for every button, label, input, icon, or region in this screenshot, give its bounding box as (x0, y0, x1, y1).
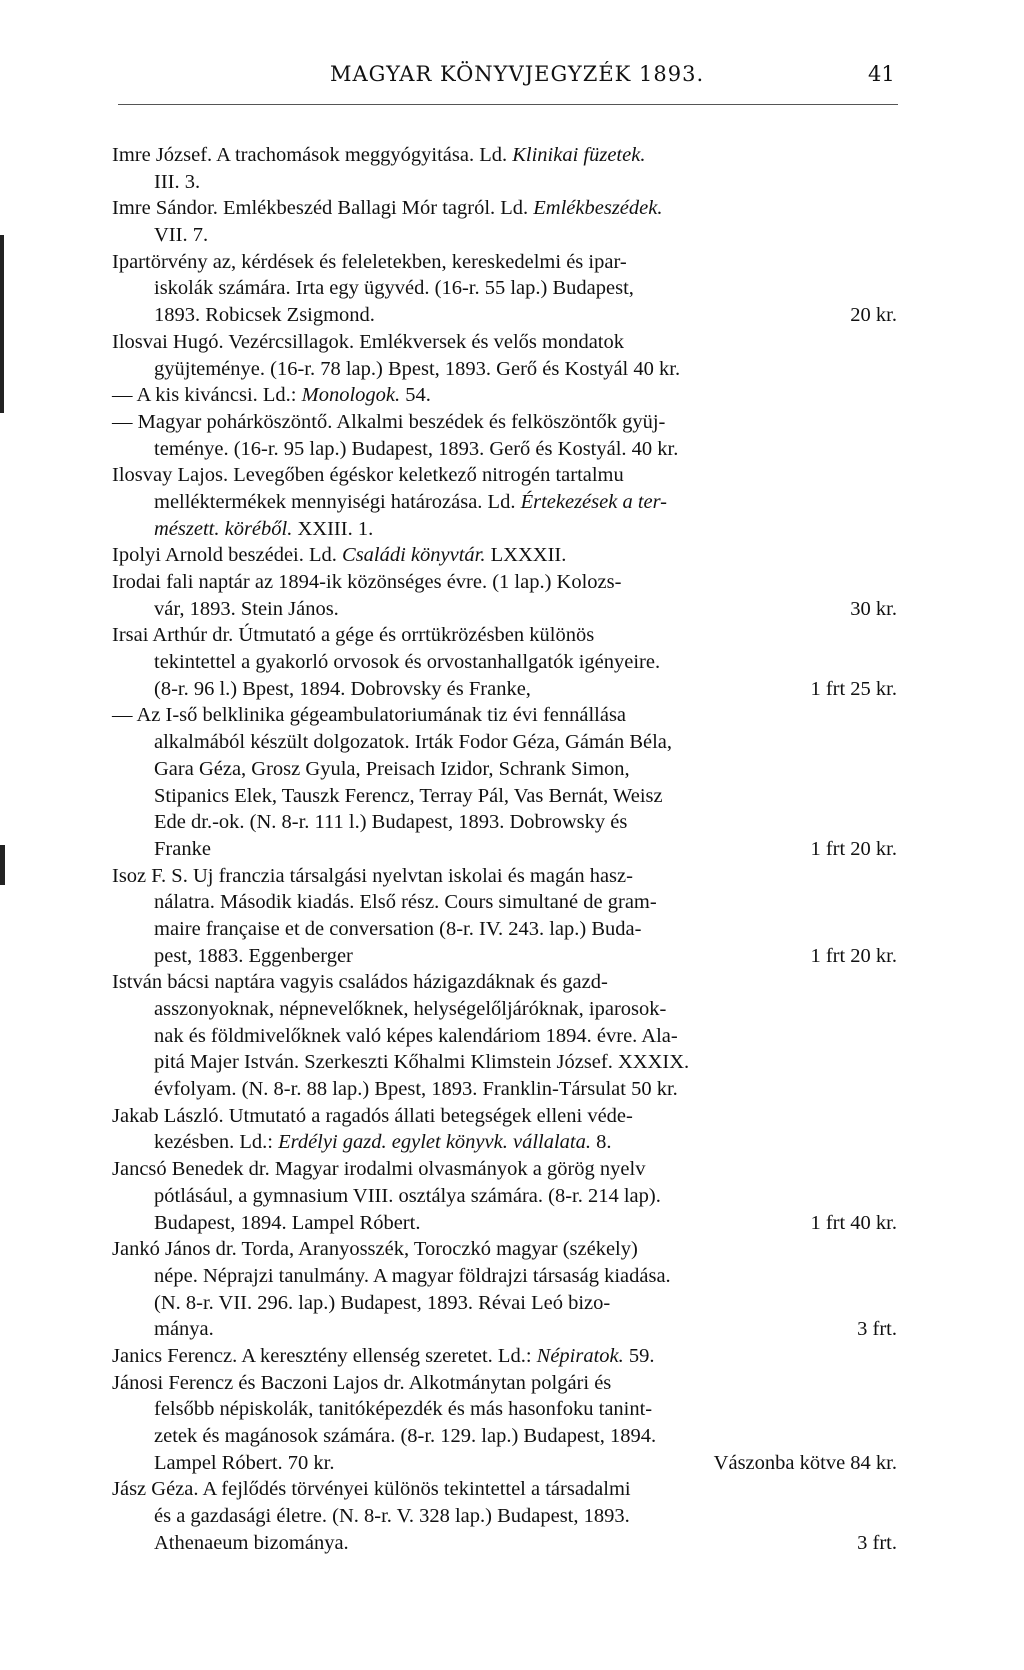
entry-text: — A kis kiváncsi. Ld.: (112, 384, 302, 407)
entry-text: Lampel Róbert. 70 kr. (154, 1451, 335, 1474)
entry-text: népe. Néprajzi tanulmány. A magyar földrajzi társaság kiadása. (154, 1264, 671, 1287)
italic-reference: Emlékbeszédek. (533, 197, 663, 220)
entry-price: 1 frt 40 kr. (810, 1211, 897, 1234)
entry-text: maire française et de conversation (8-r. IV. 243. lap.) Buda- (154, 917, 642, 940)
entry-price: 3 frt. (857, 1318, 897, 1341)
entry-text: Jancsó Benedek dr. Magyar irodalmi olvasmányok a görög nyelv (112, 1158, 646, 1181)
entry-text: és a gazdasági életre. (N. 8-r. V. 328 lap.) Budapest, 1893. (154, 1505, 630, 1528)
entry-text: Franke (154, 837, 211, 860)
entry-text: nálatra. Második kiadás. Első rész. Cours simultané de gram- (154, 891, 657, 914)
entry-text: kezésben. Ld.: (154, 1131, 279, 1154)
entry-continuation-line (112, 1129, 897, 1156)
scan-edge-mark (0, 235, 4, 413)
entry-text: Irsai Arthúr dr. Útmutató a gége és orrtükrözésben különös (112, 624, 595, 647)
italic-reference: Családi könyvtár. (342, 544, 486, 567)
entry-continuation-line (112, 916, 897, 943)
entry-continuation-line (112, 222, 897, 249)
entry-text: vár, 1893. Stein János. (154, 597, 339, 620)
entry-first-line (112, 1236, 897, 1263)
entry-first-line (112, 409, 897, 436)
entry-text: 59. (623, 1344, 655, 1367)
entry-first-line (112, 382, 897, 409)
entry-continuation-line (112, 489, 897, 516)
entry-continuation-line (112, 1023, 897, 1050)
entry-price: 20 kr. (850, 304, 897, 327)
entry-first-line (112, 195, 897, 222)
scan-edge-mark (0, 845, 5, 885)
entry-continuation-line (112, 1210, 897, 1237)
entry-text: nak és földmivelőknek való képes kalendáriom 1894. évre. Ala- (154, 1024, 678, 1047)
entry-first-line (112, 142, 897, 169)
entry-continuation-line (112, 1423, 897, 1450)
entry-price: 3 frt. (857, 1531, 897, 1554)
entry-continuation-line (112, 1530, 897, 1557)
running-title: MAGYAR KÖNYVJEGYZÉK 1893. (330, 62, 705, 86)
entry-text: (N. 8-r. VII. 296. lap.) Budapest, 1893. Révai Leó bizo- (154, 1291, 611, 1314)
entry-continuation-line (112, 996, 897, 1023)
entry-price: Vászonba kötve 84 kr. (713, 1451, 897, 1474)
entry-first-line (112, 1343, 897, 1370)
entry-first-line (112, 249, 897, 276)
entry-text: tekintettel a gyakorló orvosok és orvostanhallgatók igényeire. (154, 651, 661, 674)
entry-text: Athenaeum bizománya. (154, 1531, 349, 1554)
entry-text: zetek és magánosok számára. (8-r. 129. lap.) Budapest, 1894. (154, 1425, 657, 1447)
entry-first-line (112, 1156, 897, 1183)
entry-text: III. 3. (154, 170, 201, 193)
entry-text: felsőbb népiskolák, tanitóképezdék és más hasonfoku tanint- (154, 1398, 653, 1421)
entry-text: pest, 1883. Eggenberger (154, 944, 353, 967)
entry-continuation-line (112, 1316, 897, 1343)
entry-continuation-line (112, 302, 897, 329)
entry-continuation-line (112, 275, 897, 302)
entry-continuation-line (112, 1396, 897, 1423)
entry-price: 1 frt 25 kr. (810, 677, 897, 700)
entry-first-line (112, 702, 897, 729)
italic-reference: Erdélyi gazd. egylet könyvk. vállalata. (278, 1131, 591, 1154)
entry-continuation-line (112, 1263, 897, 1290)
entry-continuation-line (112, 516, 897, 543)
entry-price: 1 frt 20 kr. (810, 837, 897, 860)
entry-text: 54. (400, 384, 431, 407)
italic-reference: Monologok. (301, 384, 401, 407)
entry-text: Imre József. A trachomások meggyógyitása. Ld. (112, 144, 513, 166)
entry-continuation-line (112, 596, 897, 623)
entry-first-line (112, 969, 897, 996)
entry-continuation-line (112, 783, 897, 810)
entry-text: pitá Majer István. Szerkeszti Kőhalmi Klimstein József. XXXIX. (154, 1051, 690, 1074)
entry-text: Jankó János dr. Torda, Aranyosszék, Toroczkó magyar (székely) (112, 1238, 638, 1261)
entry-text: Ilosvai Hugó. Vezércsillagok. Emlékversek és velős mondatok (112, 330, 624, 353)
entry-price: 1 frt 20 kr. (810, 944, 897, 967)
entry-text: Gara Géza, Grosz Gyula, Preisach Izidor, Schrank Simon, (154, 757, 630, 780)
italic-reference: mészett. köréből. (154, 517, 293, 540)
entry-text: melléktermékek mennyiségi határozása. Ld. (154, 490, 521, 513)
entry-continuation-line (112, 889, 897, 916)
entry-continuation-line (112, 809, 897, 836)
entry-continuation-line (112, 836, 897, 863)
entry-text: Budapest, 1894. Lampel Róbert. (154, 1211, 421, 1234)
entry-text: teménye. (16-r. 95 lap.) Budapest, 1893. Gerő és Kostyál. 40 kr. (154, 437, 679, 460)
entry-continuation-line (112, 1049, 897, 1076)
entry-first-line (112, 542, 897, 569)
entry-text: Isoz F. S. Uj franczia társalgási nyelvtan iskolai és magán hasz- (112, 864, 633, 887)
entry-continuation-line (112, 1183, 897, 1210)
entry-text: mánya. (154, 1318, 214, 1341)
entry-text: XXIII. 1. (292, 517, 374, 540)
entry-continuation-line (112, 1503, 897, 1530)
entry-text: gyüjteménye. (16-r. 78 lap.) Bpest, 1893. Gerő és Kostyál 40 kr. (154, 357, 681, 380)
entry-first-line (112, 1370, 897, 1397)
entry-first-line (112, 1476, 897, 1503)
entry-continuation-line (112, 729, 897, 756)
header-rule (118, 104, 898, 105)
entry-text: (8-r. 96 l.) Bpest, 1894. Dobrovsky és Franke, (154, 677, 531, 700)
entry-text: Ilosvay Lajos. Levegőben égéskor keletkező nitrogén tartalmu (112, 464, 624, 487)
entry-text: Jánosi Ferencz és Baczoni Lajos dr. Alkotmánytan polgári és (112, 1371, 612, 1394)
entry-price: 30 kr. (850, 597, 897, 620)
entry-text: asszonyoknak, népnevelőknek, helységelőljáróknak, iparosok- (154, 998, 667, 1020)
catalog-entries (112, 142, 897, 1556)
entry-text: — Magyar pohárköszöntő. Alkalmi beszédek és felköszöntők gyüj- (112, 410, 666, 433)
entry-continuation-line (112, 756, 897, 783)
entry-text: Imre Sándor. Emlékbeszéd Ballagi Mór tagról. Ld. (112, 197, 534, 220)
entry-text: István bácsi naptára vagyis családos házigazdáknak és gazd- (112, 971, 608, 994)
entry-first-line (112, 569, 897, 596)
entry-continuation-line (112, 649, 897, 676)
page-number: 41 (868, 62, 895, 86)
entry-continuation-line (112, 943, 897, 970)
entry-text: évfolyam. (N. 8-r. 88 lap.) Bpest, 1893. Franklin-Társulat 50 kr. (154, 1078, 678, 1101)
entry-continuation-line (112, 356, 897, 383)
entry-continuation-line (112, 1290, 897, 1317)
running-header (0, 62, 1024, 92)
entry-text: 1893. Robicsek Zsigmond. (154, 304, 375, 327)
italic-reference: Klinikai füzetek. (512, 144, 646, 166)
entry-continuation-line (112, 676, 897, 703)
italic-reference: Népiratok. (536, 1344, 624, 1367)
entry-text: Janics Ferencz. A keresztény ellenség szeretet. Ld.: (112, 1344, 537, 1367)
entry-text: VII. 7. (154, 224, 209, 247)
entry-text: 8. (591, 1131, 612, 1154)
italic-reference: Értekezések a ter- (520, 490, 668, 513)
entry-text: alkalmából készült dolgozatok. Irták Fodor Géza, Gámán Béla, (154, 731, 673, 754)
entry-first-line (112, 863, 897, 890)
entry-text: LXXXII. (485, 544, 567, 567)
entry-text: Ede dr.-ok. (N. 8-r. 111 l.) Budapest, 1893. Dobrowsky és (154, 811, 628, 834)
entry-text: Stipanics Elek, Tauszk Ferencz, Terray Pál, Vas Bernát, Weisz (154, 784, 663, 807)
entry-text: Irodai fali naptár az 1894-ik közönséges évre. (1 lap.) Kolozs- (112, 571, 622, 593)
entry-text: pótlásául, a gymnasium VIII. osztálya számára. (8-r. 214 lap). (154, 1184, 661, 1207)
entry-first-line (112, 462, 897, 489)
entry-text: Ipartörvény az, kérdések és feleletekben, kereskedelmi és ipar- (112, 250, 627, 273)
entry-continuation-line (112, 436, 897, 463)
entry-text: Jász Géza. A fejlődés törvényei különös tekintettel a társadalmi (112, 1478, 631, 1501)
entry-text: — Az I-ső belklinika gégeambulatoriumának tiz évi fennállása (112, 704, 627, 727)
entry-continuation-line (112, 169, 897, 196)
entry-text: Jakab László. Utmutató a ragadós állati betegségek elleni véde- (112, 1104, 633, 1127)
entry-first-line (112, 622, 897, 649)
entry-text: Ipolyi Arnold beszédei. Ld. (112, 544, 343, 567)
entry-first-line (112, 329, 897, 356)
entry-text: iskolák számára. Irta egy ügyvéd. (16-r. 55 lap.) Budapest, (154, 277, 634, 300)
entry-continuation-line (112, 1450, 897, 1477)
entry-first-line (112, 1103, 897, 1130)
entry-continuation-line (112, 1076, 897, 1103)
